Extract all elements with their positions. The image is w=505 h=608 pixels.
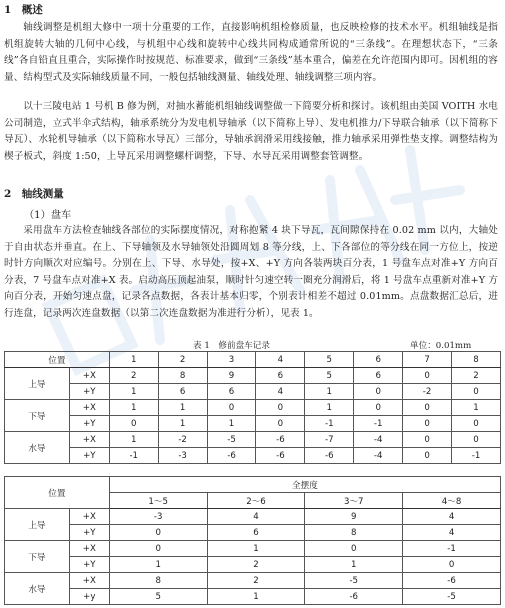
row-direction: +X — [69, 400, 109, 416]
table-cell: 1 — [109, 432, 158, 448]
table-cell: 2 — [109, 368, 158, 384]
point-header: 3 — [207, 352, 256, 368]
table-row — [5, 541, 501, 557]
table-cell: 0 — [207, 400, 256, 416]
table-cell: 1 — [452, 400, 501, 416]
table-cell: 0 — [403, 448, 452, 464]
table-cell: 0 — [452, 384, 501, 400]
table-cell: 2 — [207, 557, 305, 573]
table-cell: 6 — [354, 368, 403, 384]
table-row — [5, 368, 501, 384]
point-header: 8 — [452, 352, 501, 368]
table-cell: -2 — [158, 432, 207, 448]
table-row — [5, 509, 501, 525]
table-row — [5, 573, 501, 589]
table-cell: 0 — [256, 400, 305, 416]
table-cell: -3 — [109, 509, 207, 525]
table-cell: 4 — [256, 384, 305, 400]
table-cell: -1 — [354, 416, 403, 432]
row-group-label: 水导 — [5, 573, 70, 605]
row-direction: +X — [69, 573, 109, 589]
table-row — [5, 384, 501, 400]
table-cell: -5 — [305, 573, 403, 589]
table-cell: -5 — [403, 589, 501, 605]
row-group-label: 下导 — [5, 400, 70, 432]
table-cell: 9 — [305, 509, 403, 525]
table-1-header-row — [5, 352, 501, 368]
table-cell: 0 — [403, 432, 452, 448]
table-cell: -4 — [354, 448, 403, 464]
pair-header: 4～8 — [403, 493, 501, 509]
table-cell: 0 — [403, 557, 501, 573]
row-direction: +X — [69, 509, 109, 525]
table-2-header-row — [5, 477, 501, 493]
row-group-label: 下导 — [5, 541, 70, 573]
row-direction: +Y — [69, 416, 109, 432]
table-cell: 0 — [354, 400, 403, 416]
table-cell: 8 — [305, 525, 403, 541]
table-cell: 1 — [207, 589, 305, 605]
table-cell: -6 — [207, 448, 256, 464]
pair-header: 1～5 — [109, 493, 207, 509]
row-group-label: 水导 — [5, 432, 70, 464]
table-row — [5, 557, 501, 573]
table-cell: 1 — [158, 400, 207, 416]
table-cell: 0 — [109, 541, 207, 557]
table-cell: 1 — [158, 416, 207, 432]
table-2-position-header: 位置 — [5, 477, 110, 509]
table-cell: 1 — [207, 541, 305, 557]
point-header: 6 — [354, 352, 403, 368]
full-swing-header: 全摆度 — [109, 477, 500, 493]
section-1-paragraph-2: 以十三陵电站 1 号机 B 修为例，对抽水蓄能机组轴线调整做一下简要分析和探讨。该机组由美国 VOITH 水电公司制造，立式半伞式结构，轴承系统分为发电机导轴承（以下简称上导）、发电机推力/下导联合轴承（以下简称下导瓦）、水轮机导轴承（以下简称水导瓦）三部分，导轴承润滑采用线接触，推力轴承采用弹性垫支撑。调整结构为楔子板式，斜度 1:50，上导瓦采用调整螺杆调整，下导、水导瓦采用调整套管调整。 — [4, 101, 498, 162]
table-cell: 5 — [109, 589, 207, 605]
row-group-label: 上导 — [5, 368, 70, 400]
table-cell: 2 — [207, 573, 305, 589]
table-cell: -6 — [256, 432, 305, 448]
table-cell: 0 — [109, 416, 158, 432]
section-1-paragraph-1: 轴线调整是机组大修中一项十分重要的工作，直接影响机组检修质量，也反映检修的技术水平。机组轴线是指机组旋转大轴的几何中心线，与机组中心线和旋转中心线共同构成通常所说的“三条线”。在理想状态下，“三条线”各自铅直且重合，实际操作时按规范、标准要求，做到“三条线”基本重合，偏差在允许范围内即可。因机组的容量、结构型式及实际轴线质量不同，一般包括轴线测量、轴线处理、轴线调整三项内容。 — [4, 22, 498, 83]
table-cell: 0 — [403, 400, 452, 416]
row-group-label: 上导 — [5, 509, 70, 541]
table-cell: 6 — [256, 368, 305, 384]
table-cell: 2 — [452, 368, 501, 384]
table-row — [5, 448, 501, 464]
table-1-caption — [0, 339, 505, 351]
section-2-heading: 2 轴线测量 — [4, 188, 64, 200]
table-cell: 0 — [305, 541, 403, 557]
table-cell: 8 — [158, 368, 207, 384]
point-header: 7 — [403, 352, 452, 368]
table-cell: 4 — [207, 509, 305, 525]
table-cell: -1 — [305, 416, 354, 432]
row-direction: +Y — [69, 384, 109, 400]
table-cell: 4 — [403, 509, 501, 525]
table-cell: 0 — [403, 368, 452, 384]
table-cell: 0 — [354, 384, 403, 400]
table-row — [5, 525, 501, 541]
section-1-heading: 1 概述 — [4, 4, 43, 16]
point-header: 4 — [256, 352, 305, 368]
table-cell: 1 — [109, 400, 158, 416]
table-cell: 6 — [158, 384, 207, 400]
table-cell: -7 — [305, 432, 354, 448]
table-cell: 0 — [452, 416, 501, 432]
table-1-unit: 单位：0.01mm — [410, 341, 472, 351]
pair-header: 2～6 — [207, 493, 305, 509]
table-cell: -4 — [354, 432, 403, 448]
table-row — [5, 416, 501, 432]
table-cell: 1 — [109, 557, 207, 573]
table-cell: 0 — [256, 416, 305, 432]
table-cell: -3 — [158, 448, 207, 464]
row-direction: +Y — [69, 525, 109, 541]
table-cell: -6 — [305, 589, 403, 605]
table-1-full-swing — [4, 476, 501, 605]
point-header: 5 — [305, 352, 354, 368]
pair-header: 3～7 — [305, 493, 403, 509]
table-cell: -1 — [109, 448, 158, 464]
row-direction: +X — [69, 432, 109, 448]
row-direction: +X — [69, 541, 109, 557]
row-direction: +Y — [69, 448, 109, 464]
table-1-title: 表 1 修前盘车记录 — [193, 341, 270, 351]
table-cell: -6 — [403, 573, 501, 589]
table-cell: 1 — [207, 416, 256, 432]
table-cell: -1 — [403, 541, 501, 557]
point-header: 2 — [158, 352, 207, 368]
table-1-runout-record — [4, 351, 501, 464]
point-header: 1 — [109, 352, 158, 368]
table-cell: 1 — [109, 384, 158, 400]
table-row — [5, 432, 501, 448]
section-2-paragraph-1: 采用盘车方法检查轴线各部位的实际摆度情况，对称抱紧 4 块下导瓦，瓦间隙保持在 0.02 mm 以内，大轴处于自由状态并垂直。在上、下导轴领及水导轴领处沿圆周划 8 等分线，上、下各部位的等分线在同一方位上，按逆时针方向顺次对应编号。分别在上、下导、水导处，按+X、+Y 方向各装两块百分表，1 号盘车点对准+Y 方向百分表，7 号盘车点对准+X 表。启动高压顶起油泵，顺时针匀速空转一圈充分润滑后，将 1 号盘车点重新对准+Y 方向百分表，开始匀速点盘，记录各点数据，各表计基本归零，个别表计相差不超过 0.01mm。点盘数据汇总后，进行连盘，记录两次连盘数据（以第二次连盘数据为准进行分析），见表 1。 — [4, 225, 499, 319]
table-cell: -6 — [256, 448, 305, 464]
table-cell: -5 — [207, 432, 256, 448]
table-row — [5, 400, 501, 416]
row-direction: +y — [69, 589, 109, 605]
table-cell: 1 — [305, 384, 354, 400]
table-cell: 0 — [403, 416, 452, 432]
table-cell: 6 — [207, 525, 305, 541]
table-cell: 5 — [305, 368, 354, 384]
table-cell: -6 — [305, 448, 354, 464]
table-cell: 0 — [452, 432, 501, 448]
subsection-heading-pancheng: （1）盘车 — [24, 210, 72, 221]
table-row — [5, 589, 501, 605]
table-1-position-header: 位置 — [5, 352, 110, 368]
table-cell: 4 — [403, 525, 501, 541]
table-cell: 9 — [207, 368, 256, 384]
table-cell: 0 — [109, 525, 207, 541]
table-cell: 1 — [305, 557, 403, 573]
table-cell: 6 — [207, 384, 256, 400]
table-cell: 1 — [305, 400, 354, 416]
row-direction: +X — [69, 368, 109, 384]
row-direction: +Y — [69, 557, 109, 573]
table-cell: -2 — [403, 384, 452, 400]
table-cell: -1 — [452, 448, 501, 464]
table-cell: 8 — [109, 573, 207, 589]
